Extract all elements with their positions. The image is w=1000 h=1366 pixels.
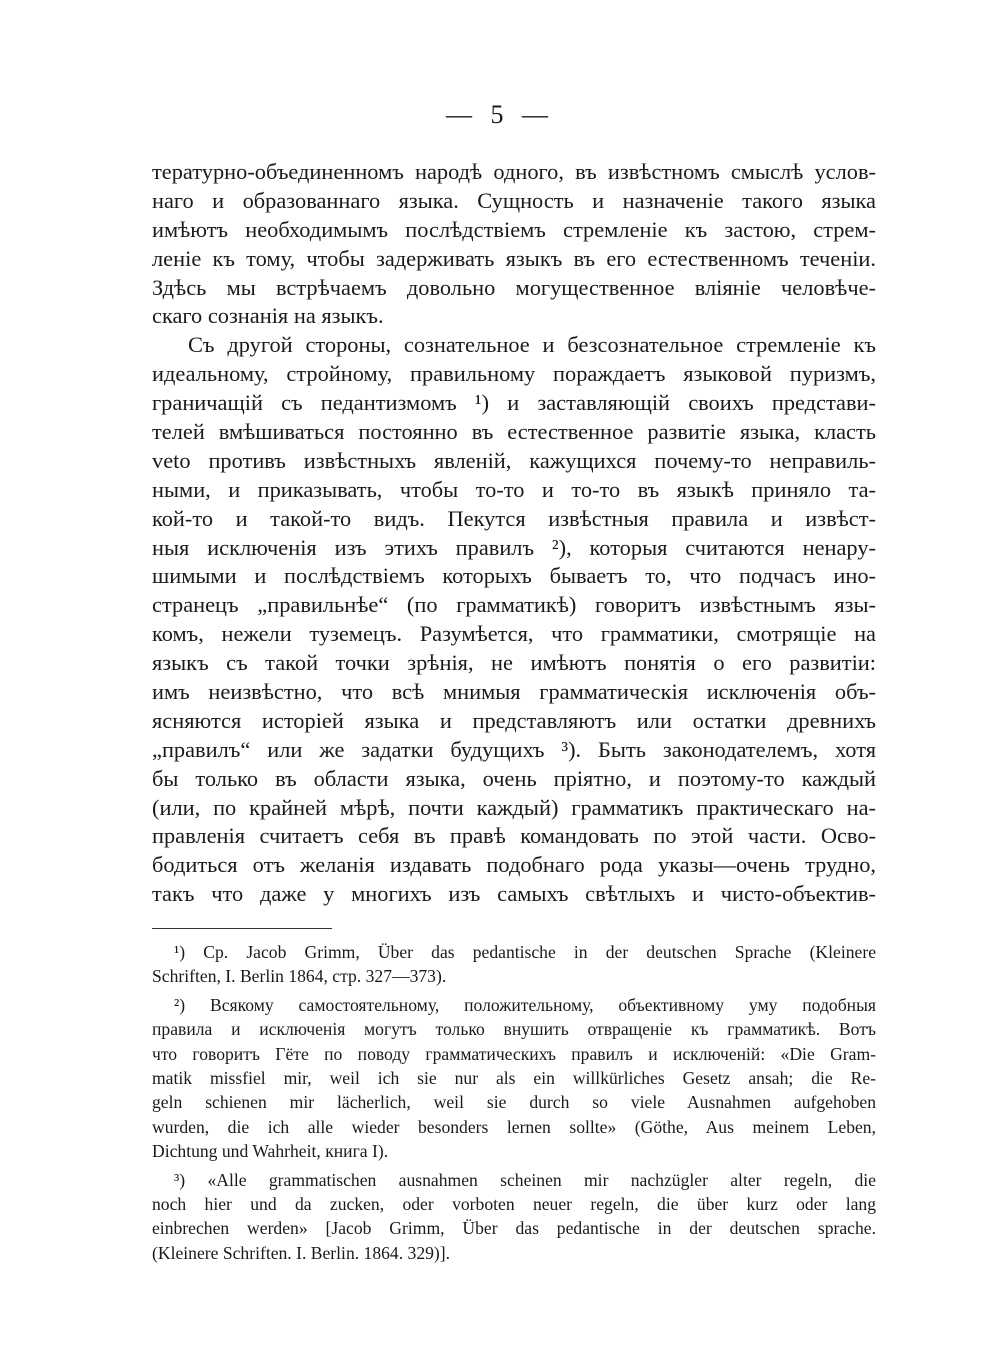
footnote-line: Dichtung und Wahrheit, книга I).: [152, 1141, 389, 1162]
text-line: (или, по крайней мѣрѣ, почти каждый) грамматикъ практическаго на-: [152, 794, 876, 820]
text-line: тературно-объединенномъ народѣ одного, въ извѣстномъ смыслѣ услов-: [152, 159, 876, 184]
footnote-line: noch hier und da zucken, oder vorboten neuer regeln, die über kurz oder lang: [152, 1193, 876, 1214]
text-line: шимыми и послѣдствіемъ которыхъ бываетъ то, что подчасъ ино-: [152, 563, 876, 589]
text-line: ясняются исторіей языка и представляютъ или остатки древнихъ: [152, 707, 876, 733]
text-line: леніе къ тому, чтобы задерживать языкъ въ его естественномъ теченіи.: [152, 245, 876, 271]
text-line: „правилъ“ или же задатки будущихъ ³). Быть законодателемъ, хотя: [152, 736, 876, 762]
text-line: бы только въ области языка, очень пріятно, и поэтому-то каждый: [152, 765, 876, 791]
text-line: бодиться отъ желанія издавать подобнаго рода указы—очень трудно,: [152, 852, 876, 878]
text-line: телей вмѣшиваться постоянно въ естественное развитіе языка, класть: [152, 419, 876, 445]
text-line: имъ неизвѣстно, что всѣ мнимыя грамматическія исключенія объ-: [152, 679, 876, 705]
text-line: комъ, нежели туземецъ. Разумѣется, что грамматики, смотрящіе на: [152, 621, 876, 647]
text-line: наго и образованнаго языка. Сущность и назначеніе такого языка: [152, 187, 876, 213]
footnote-line: что говоритъ Гёте по поводу грамматическихъ правилъ и исключеній: «Die Gram-: [152, 1043, 876, 1064]
footnote-line: wurden, die ich alle wieder besonders lernen sollte» (Göthe, Aus meinem Leben,: [152, 1116, 876, 1137]
text-line: языкъ съ такой точки зрѣнія, не имѣютъ понятія о его развитіи:: [152, 650, 876, 676]
footnote-line: geln schienen mir lächerlich, weil sie durch so viele Ausnahmen aufgehoben: [152, 1092, 876, 1113]
footnotes: [152, 940, 876, 1265]
text-line: скаго сознанія на языкъ.: [152, 303, 384, 329]
footnote-line: ¹) Ср. Jacob Grimm, Über das pedantische in der deutschen Sprache (Kleinere: [174, 942, 876, 962]
text-line: идеальному, стройному, правильному пораждаетъ языковой пуризмъ,: [152, 361, 876, 387]
text-line: Съ другой стороны, сознательное и безсознательное стремленіе къ: [188, 332, 876, 358]
text-line: veto противъ извѣстныхъ явленій, кажущихся почему-то неправиль-: [152, 447, 876, 473]
text-line: граничащій съ педантизмомъ ¹) и заставляющій своихъ представи-: [152, 390, 876, 416]
page-number: — 5 —: [446, 100, 554, 129]
text-line: кой-то и такой-то видъ. Пекутся извѣстныя правила и извѣст-: [152, 505, 876, 531]
footnote-divider: [152, 928, 332, 929]
footnote-line: ³) «Alle grammatischen ausnahmen scheinen mir nachzügler alter regeln, die: [174, 1169, 876, 1190]
text-line: ными, и приказывать, чтобы то-то и то-то въ языкѣ приняло та-: [152, 476, 876, 502]
text-line: имѣютъ необходимымъ послѣдствіемъ стремленіе къ застою, стрем-: [152, 216, 876, 242]
text-line: такъ что даже у многихъ изъ самыхъ свѣтлыхъ и чисто-объектив-: [152, 881, 876, 907]
text-line: ныя исключенія изъ этихъ правилъ ²), которыя считаются ненару-: [152, 534, 876, 560]
main-text: [152, 158, 876, 909]
footnote-line: (Kleinere Schriften. I. Berlin. 1864. 329)].: [152, 1242, 451, 1263]
text-line: странецъ „правильнѣе“ (по грамматикѣ) говоритъ извѣстнымъ язы-: [152, 592, 876, 618]
text-line: правленія считаетъ себя въ правѣ командовать по этой части. Осво-: [152, 823, 876, 849]
text-line: Здѣсь мы встрѣчаемъ довольно могущественное вліяніе человѣче-: [152, 274, 876, 300]
footnote-line: matik missfiel mir, weil ich sie nur als ein willkürliches Gesetz ansah; die Re-: [152, 1067, 876, 1088]
footnote-line: ²) Всякому самостоятельному, положительному, объективному уму подобныя: [174, 994, 876, 1015]
footnote-line: Schriften, I. Berlin 1864, стр. 327—373).: [152, 966, 447, 987]
footnote-line: einbrechen werden» [Jacob Grimm, Über das pedantische in der deutschen sprache.: [152, 1218, 876, 1239]
footnote-line: правила и исключенія могутъ только внушить отвращеніе къ грамматикѣ. Вотъ: [152, 1019, 876, 1040]
